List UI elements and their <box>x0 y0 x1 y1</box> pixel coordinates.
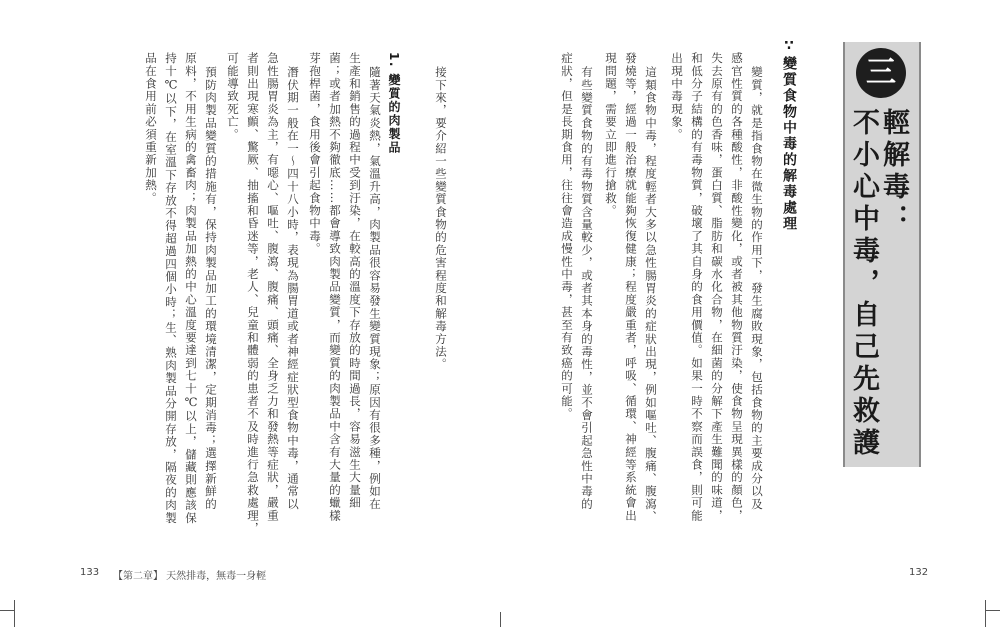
right-paragraph-line: 出現中毒現象。 <box>670 52 684 141</box>
left-intro-line: 接下來，要介紹一些變質食物的危害程度和解毒方法。 <box>434 66 448 371</box>
left-paragraph-line: 可能導致死亡。 <box>226 52 240 141</box>
left-subheading: 1. 變質的肉製品 <box>387 52 401 155</box>
left-paragraph-line: 生產和銷售的過程中受到汙染，在較高的溫度下存放的時間過長，容易滋生大量細 <box>348 52 362 510</box>
left-paragraph-line: 潛伏期一般在一～四十八小時，表現為腸胃道或者神經症狀型食物中毒，通常以 <box>286 66 300 511</box>
left-footer-chapter: 【第二章】 天然排毒，無毒一身輕 <box>113 571 267 582</box>
right-paragraph-line: 失去原有的色香味，蛋白質、脂肪和碳水化合物，在細菌的分解下產生難聞的味道， <box>710 52 724 522</box>
right-paragraph-line: 發燒等，經過一般治療就能夠恢復健康；程度嚴重者，呼吸、循環、神經等系統會出 <box>624 52 638 522</box>
left-paragraph-line: 原料，不用生病的禽畜肉；肉製品加熱的中心溫度要達到七十℃以上，儲藏則應該保 <box>184 52 198 525</box>
chapter-title-part1: 輕解毒： <box>878 108 909 236</box>
chapter-title-part2: 不小心中毒，自己先救護 <box>848 108 879 460</box>
left-paragraph-line: 預防肉製品變質的措施有，保持肉製品加工的環境清潔，定期消毒；選擇新鮮的 <box>204 66 218 511</box>
left-paragraph-line: 急性腸胃炎為主，有噁心、嘔吐、腹瀉、腹痛、頭痛、全身乏力和發熱等症狀，嚴重 <box>266 52 280 522</box>
crop-mark <box>986 610 1000 611</box>
crop-mark <box>0 610 14 611</box>
left-paragraph-line: 菌；或者加熱不夠徹底……都會導致肉製品變質，而變質的肉製品中含有大量的蠟樣 <box>328 52 342 522</box>
chapter-number-badge: 三 <box>856 48 906 98</box>
right-paragraph-line: 現問題，需要立即進行搶救。 <box>604 52 618 218</box>
crop-mark <box>14 600 15 627</box>
right-paragraph-line: 變質，就是指食物在微生物的作用下，發生腐敗現象，包括食物的主要成分以及 <box>750 66 764 511</box>
section-heading: ∵變質食物中毒的解毒處理 <box>781 38 797 232</box>
crop-mark <box>500 612 501 627</box>
right-paragraph-line: 和低分子結構的有毒物質，破壞了其自身的食用價值。如果一時不察而誤食，則可能 <box>690 52 704 522</box>
left-paragraph-line: 品在食用前必須重新加熱。 <box>144 52 158 205</box>
right-paragraph-line: 症狀，但是長期食用，往往會造成慢性中毒，甚至有致癌的可能。 <box>560 52 574 421</box>
right-paragraph-line: 有些變質食物的有毒物質含量較少，或者其本身的毒性，並不會引起急性中毒的 <box>580 66 594 511</box>
right-paragraph-line: 這類食物中毒，程度輕者大多以急性腸胃炎的症狀出現，例如嘔吐、腹痛、腹瀉、 <box>644 66 658 524</box>
left-paragraph-line: 者則出現寒顫、驚厥、抽搐和昏迷等，老人、兒童和體弱的患者不及時進行急救處理， <box>246 52 260 535</box>
crop-mark <box>985 600 986 627</box>
left-page-number: 133 <box>80 567 100 578</box>
right-paragraph-line: 感官性質的各種酸性，非酸性變化，或者被其他物質汙染，使食物呈現異樣的顏色， <box>730 52 744 522</box>
left-paragraph-line: 隨著天氣炎熱，氣溫升高，肉製品很容易發生變質現象；原因有很多種，例如在 <box>368 66 382 511</box>
left-paragraph-line: 持十℃以下，在室溫下存放不得超過四個小時；生、熟肉製品分開存放，隔夜的肉製 <box>164 52 178 525</box>
right-page-number: 132 <box>909 567 929 578</box>
left-paragraph-line: 芽孢桿菌，食用後會引起食物中毒。 <box>308 52 322 256</box>
